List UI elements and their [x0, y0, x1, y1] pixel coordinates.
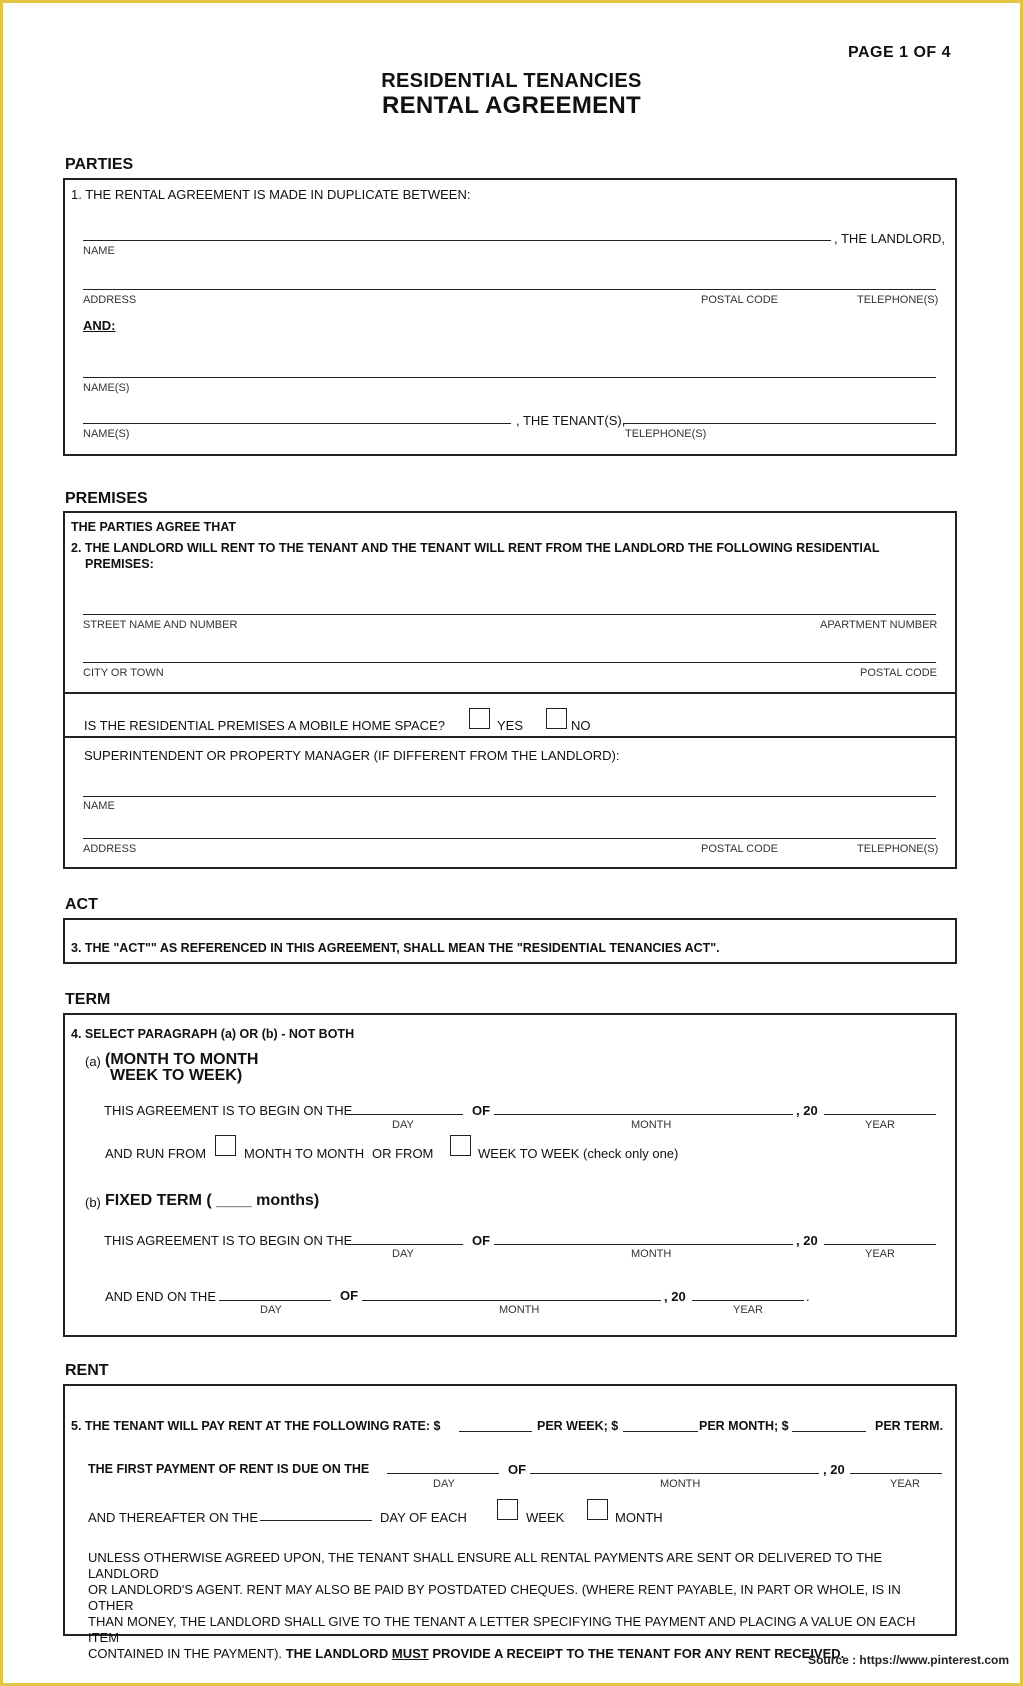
first-payment-day-line[interactable]: [387, 1473, 499, 1474]
term-a-month-line[interactable]: [494, 1114, 793, 1115]
landlord-address-label: ADDRESS: [83, 294, 137, 306]
parties-box: [63, 178, 957, 456]
act-clause: 3. THE "ACT"" AS REFERENCED IN THIS AGREEMENT, SHALL MEAN THE "RESIDENTIAL TENANCIES ACT".: [71, 941, 720, 955]
parties-heading: PARTIES: [65, 156, 134, 173]
page-number: PAGE 1 OF 4: [848, 44, 952, 61]
premises-box: [63, 511, 957, 869]
term-a-title-line2: WEEK TO WEEK): [110, 1067, 243, 1084]
rent-para-line4d: PROVIDE A RECEIPT TO THE TENANT FOR ANY RENT RECEIVED.: [432, 1646, 845, 1661]
landlord-name-label: NAME: [83, 245, 115, 257]
rent-para-line4a: CONTAINED IN THE PAYMENT).: [88, 1646, 283, 1661]
rent-month-checkbox[interactable]: [587, 1499, 608, 1520]
term-a-of: OF: [472, 1103, 491, 1118]
term-a-month-label: MONTH: [631, 1119, 672, 1131]
street-line[interactable]: [83, 614, 936, 615]
premises-clause-line2: PREMISES:: [85, 557, 154, 571]
first-payment-month-line[interactable]: [530, 1473, 819, 1474]
term-a-year-label: YEAR: [865, 1119, 895, 1131]
landlord-telephone-label: TELEPHONE(S): [857, 294, 939, 306]
premises-divider-1: [63, 692, 957, 694]
super-address-label: ADDRESS: [83, 843, 137, 855]
super-name-label: NAME: [83, 800, 115, 812]
term-b-month-line[interactable]: [494, 1244, 793, 1245]
rent-week-label: WEEK: [526, 1510, 565, 1525]
source-credit: Source : https://www.pinterest.com: [808, 1653, 1009, 1667]
thereafter-label: AND THEREAFTER ON THE: [88, 1510, 258, 1525]
first-payment-label: THE FIRST PAYMENT OF RENT IS DUE ON THE: [88, 1462, 370, 1476]
run-from-label: AND RUN FROM: [105, 1146, 207, 1161]
end-day-label: DAY: [260, 1304, 282, 1316]
end-month-line[interactable]: [362, 1300, 661, 1301]
rent-term-line[interactable]: [792, 1431, 866, 1432]
tenant-label: , THE TENANT(S),: [516, 413, 626, 428]
term-a-year-prefix: , 20: [796, 1103, 818, 1118]
first-payment-year-line[interactable]: [850, 1473, 942, 1474]
term-b-year-prefix: , 20: [796, 1233, 818, 1248]
rent-para-line2: OR LANDLORD'S AGENT. RENT MAY ALSO BE PAID BY POSTDATED CHEQUES. (WHERE RENT PAYABLE, IN PART OR WHOLE, IS IN OTHER: [88, 1582, 901, 1613]
mobile-yes-label: YES: [497, 718, 524, 733]
title-line1: RESIDENTIAL TENANCIES: [381, 70, 642, 92]
super-telephone-label: TELEPHONE(S): [857, 843, 939, 855]
end-month-label: MONTH: [499, 1304, 540, 1316]
term-b-month-label: MONTH: [631, 1248, 672, 1260]
tenant-names-line-1[interactable]: [83, 377, 936, 378]
rent-para-line3: THAN MONEY, THE LANDLORD SHALL GIVE TO THE TENANT A LETTER SPECIFYING THE PAYMENT AND PLACING A VALUE ON EACH ITEM: [88, 1614, 916, 1645]
rent-week-line[interactable]: [459, 1431, 532, 1432]
landlord-suffix: , THE LANDLORD,: [834, 231, 946, 246]
term-b-year-label: YEAR: [865, 1248, 895, 1260]
first-payment-year-prefix: , 20: [823, 1462, 845, 1477]
term-b-begin-label: THIS AGREEMENT IS TO BEGIN ON THE: [104, 1233, 353, 1248]
rent-heading: RENT: [65, 1362, 109, 1379]
rent-week-checkbox[interactable]: [497, 1499, 518, 1520]
first-payment-day-label: DAY: [433, 1478, 455, 1490]
landlord-name-line[interactable]: [83, 240, 831, 241]
end-day-line[interactable]: [219, 1300, 331, 1301]
tenant-telephone-line[interactable]: [623, 423, 936, 424]
rent-month-label: MONTH: [615, 1510, 663, 1525]
rent-per-week: PER WEEK; $: [537, 1419, 619, 1433]
super-address-line[interactable]: [83, 838, 936, 839]
rent-para-line4b: THE LANDLORD: [285, 1646, 389, 1661]
tenant-telephone-label: TELEPHONE(S): [625, 428, 707, 440]
rent-month-line[interactable]: [623, 1431, 698, 1432]
rent-para-line1: UNLESS OTHERWISE AGREED UPON, THE TENANT SHALL ENSURE ALL RENTAL PAYMENTS ARE SENT OR DELIVERED TO THE LANDLORD: [88, 1550, 883, 1581]
first-payment-month-label: MONTH: [660, 1478, 701, 1490]
term-clause: 4. SELECT PARAGRAPH (a) OR (b) - NOT BOTH: [71, 1027, 355, 1041]
term-a-title-line1: (MONTH TO MONTH: [105, 1051, 259, 1068]
rent-paragraph: [88, 1550, 938, 1662]
or-from-label: OR FROM: [372, 1146, 434, 1161]
week-to-week-label: WEEK TO WEEK (check only one): [478, 1146, 679, 1161]
term-a-day-line[interactable]: [351, 1114, 463, 1115]
rent-per-term: PER TERM.: [875, 1419, 944, 1433]
parties-clause: 1. THE RENTAL AGREEMENT IS MADE IN DUPLICATE BETWEEN:: [71, 187, 471, 202]
mobile-no-checkbox[interactable]: [546, 708, 567, 729]
rent-per-month: PER MONTH; $: [699, 1419, 789, 1433]
term-heading: TERM: [65, 991, 111, 1008]
term-b-day-line[interactable]: [351, 1244, 463, 1245]
premises-postal-label: POSTAL CODE: [860, 667, 938, 679]
end-year-label: YEAR: [733, 1304, 763, 1316]
month-to-month-checkbox[interactable]: [215, 1135, 236, 1156]
end-year-prefix: , 20: [664, 1289, 686, 1304]
week-to-week-checkbox[interactable]: [450, 1135, 471, 1156]
term-b-year-line[interactable]: [824, 1244, 936, 1245]
mobile-question: IS THE RESIDENTIAL PREMISES A MOBILE HOME SPACE?: [84, 718, 445, 733]
landlord-address-line[interactable]: [83, 289, 936, 290]
super-postal-label: POSTAL CODE: [701, 843, 779, 855]
end-of: OF: [340, 1288, 359, 1303]
term-b-marker: (b): [85, 1195, 101, 1210]
tenant-names-line-2[interactable]: [83, 423, 511, 424]
rent-para-must: MUST: [391, 1646, 429, 1661]
term-b-title: FIXED TERM ( ____ months): [105, 1192, 320, 1209]
term-b-day-label: DAY: [392, 1248, 414, 1260]
end-year-line[interactable]: [692, 1300, 804, 1301]
mobile-yes-checkbox[interactable]: [469, 708, 490, 729]
landlord-postal-label: POSTAL CODE: [701, 294, 779, 306]
premises-heading: PREMISES: [65, 490, 148, 507]
day-of-each-label: DAY OF EACH: [380, 1510, 467, 1525]
month-to-month-label: MONTH TO MONTH: [244, 1146, 365, 1161]
rent-clause: 5. THE TENANT WILL PAY RENT AT THE FOLLOWING RATE: $: [71, 1419, 441, 1433]
superintendent-label: SUPERINTENDENT OR PROPERTY MANAGER (IF DIFFERENT FROM THE LANDLORD):: [84, 748, 620, 763]
thereafter-day-line[interactable]: [260, 1520, 372, 1521]
city-line[interactable]: [83, 662, 936, 663]
tenant-names-label-2: NAME(S): [83, 428, 130, 440]
mobile-no-label: NO: [571, 718, 591, 733]
street-label: STREET NAME AND NUMBER: [83, 619, 238, 631]
end-on-label: AND END ON THE: [105, 1289, 216, 1304]
term-a-begin-label: THIS AGREEMENT IS TO BEGIN ON THE: [104, 1103, 353, 1118]
term-a-marker: (a): [85, 1054, 101, 1069]
tenant-names-label-1: NAME(S): [83, 382, 130, 394]
city-label: CITY OR TOWN: [83, 667, 164, 679]
premises-clause-line1: 2. THE LANDLORD WILL RENT TO THE TENANT AND THE TENANT WILL RENT FROM THE LANDLORD THE FOLLOWING RESIDENTIAL: [71, 541, 880, 555]
term-a-year-line[interactable]: [824, 1114, 936, 1115]
end-period: .: [806, 1289, 810, 1304]
apartment-label: APARTMENT NUMBER: [820, 619, 938, 631]
act-heading: ACT: [65, 896, 98, 913]
super-name-line[interactable]: [83, 796, 936, 797]
title-line2: RENTAL AGREEMENT: [381, 92, 642, 119]
premises-divider-2: [63, 736, 957, 738]
first-payment-of: OF: [508, 1462, 527, 1477]
first-payment-year-label: YEAR: [890, 1478, 920, 1490]
term-a-day-label: DAY: [392, 1119, 414, 1131]
premises-agree: THE PARTIES AGREE THAT: [71, 520, 237, 534]
and-label: AND:: [83, 318, 116, 333]
term-b-of: OF: [472, 1233, 491, 1248]
